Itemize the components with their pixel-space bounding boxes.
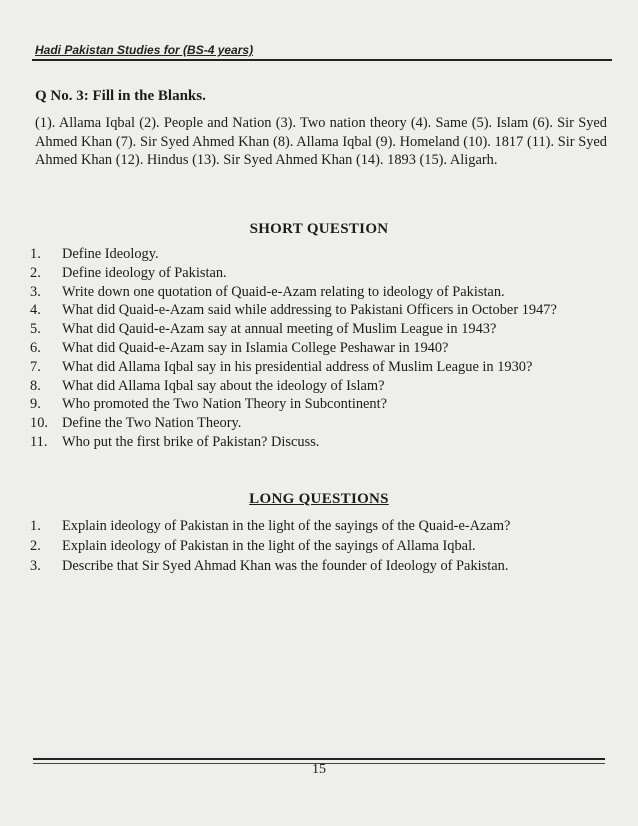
list-item: 2. Explain ideology of Pakistan in the light of the sayings of Allama Iqbal. (30, 538, 476, 554)
list-item: 1. Define Ideology. (30, 246, 159, 262)
running-header: Hadi Pakistan Studies for (BS-4 years) (35, 43, 254, 57)
question-heading: Q No. 3: Fill in the Blanks. (35, 88, 206, 104)
list-item: 3. Write down one quotation of Quaid-e-Azam relating to ideology of Pakistan. (30, 283, 505, 300)
list-item: 1. Explain ideology of Pakistan in the light of the sayings of the Quaid-e-Azam? (30, 518, 511, 534)
list-item: 10. Define the Two Nation Theory. (30, 415, 242, 432)
list-item: 11. Who put the first brike of Pakistan? Discuss. (30, 433, 320, 450)
list-item: 9. Who promoted the Two Nation Theory in Subcontinent? (30, 396, 387, 413)
short-question-list (30, 245, 610, 452)
header-rule (32, 59, 612, 61)
list-item: 7. What did Allama Iqbal say in his presidential address of Muslim League in 1930? (30, 358, 533, 375)
list-item: 3. Describe that Sir Syed Ahmad Khan was the founder of Ideology of Pakistan. (30, 558, 509, 574)
list-item: 2. Define ideology of Pakistan. (30, 264, 227, 281)
list-item: 8. What did Allama Iqbal say about the ideology of Islam? (30, 377, 385, 394)
long-questions-title: LONG QUESTIONS (249, 491, 389, 507)
list-item: 5. What did Qauid-e-Azam say at annual meeting of Muslim League in 1943? (30, 321, 497, 338)
long-question-list (30, 516, 610, 576)
fill-in-answers: (1). Allama Iqbal (2). People and Nation (3). Two nation theory (4). Same (5). Islam (6). Sir Syed Ahmed Khan (7). Sir Syed Ahmed Khan (8). Allama Iqbal (9). Homeland (10). 1817 (11). Sir Syed Ahmed Khan (12). Hindus (13). Sir Syed Ahmed Khan (14). 1893 (15). Aligarh. (35, 115, 607, 168)
page-number: 15 (312, 762, 326, 777)
short-question-title: SHORT QUESTION (249, 221, 389, 237)
list-item: 6. What did Quaid-e-Azam say in Islamia College Peshawar in 1940? (30, 339, 449, 356)
footer-rule (33, 758, 605, 760)
list-item: 4. What did Quaid-e-Azam said while addressing to Pakistani Officers in October 1947? (30, 302, 557, 319)
